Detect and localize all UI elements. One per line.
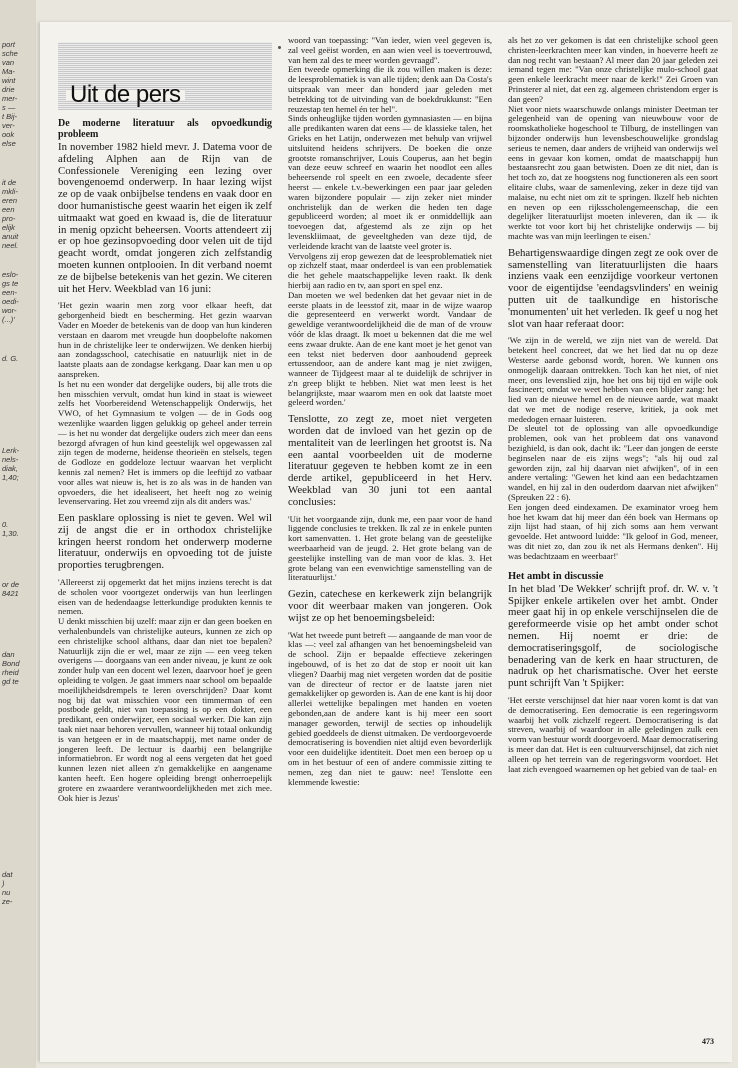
intro-paragraph: In november 1982 hield mevr. J. Datema voor de afdeling Alphen aan de Rijn van de Confessionele Vereniging een lezing over bovengenoemd onderwerp. In haar lezing wijst ze op de vaak onbijbelse tendens en vaak door en door humanistische geest waarin het eigen ik zelf uitmaakt wat goed en kwaad is, die de literatuur in menig opzicht beheersen. Voorts attendeert zij er op hoe gezinsopvoeding door velen uit de tijd geacht wordt, omdat jongeren zich zelfstandig moeten kunnen ontplooien. In dit verband noemt ze de bijbelse betekenis van het gezin. We citeren uit het Herv. Weekblad van 16 juni:: [58, 141, 272, 295]
gutter-fragment: Ma-: [2, 67, 15, 76]
gutter-fragment: eren: [2, 196, 18, 205]
quote-4-continued: als het zo ver gekomen is dat een christelijke school geen christen-leerkrachten meer kan vinden, in hoeverre heeft ze dan nog recht van bestaan? Al meer dan 20 jaar geleden zei iemand tegen me: "Van onze christelijke mulo-school gaat geen enkele leerkracht meer naar de kerk!" Zei Groen van Prinsterer al niet, dat een zg. algemeen christendom erger is dan geen? Niet voor niets waarschuwde onlangs minister Deetman ter gelegenheid van de opening van nieuwbouw voor de roomskatholieke hogeschool te Tilburg, de instellingen van bijzonder onderwijs hun levensbeschouwelijke grondslag serieus te nemen, daar anders de vrijheid van onderwijs wel eens in gevaar kon komen, omdat de maatschappij hun bestaansrecht zou gaan betwisten. Doen ze dit niet, dan is het toch zo, dat ze hoogstens nog functioneren als een soort elitaire clubs, waar de samenleving, zeker in deze tijd van malaise, nu echt niet om zit te springen. Ikzelf heb nichten en neven op een rijksscholengemeenschap, die een degelijker literatuurlijst moeten inleveren, dan ik — ik werkte tot voor kort bij het christelijke onderwijs — bij machte was van mijn leerlingen te eisen.': [508, 35, 718, 241]
gutter-fragment: else: [2, 139, 16, 148]
gutter-fragment: Lerk-: [2, 446, 20, 455]
gutter-fragment: port: [2, 40, 15, 49]
gutter-fragment: gs te: [2, 279, 19, 288]
gutter-fragment: pro-: [2, 214, 16, 223]
section-banner: [58, 42, 272, 110]
gutter-fragment: elijk: [2, 223, 15, 232]
article-heading-2: Het ambt in discussie: [508, 570, 604, 582]
gutter-fragment: nu: [2, 888, 11, 897]
gutter-fragment: gd te: [2, 677, 19, 686]
gutter-fragment: 8421: [2, 589, 19, 598]
gutter-fragment: nels-: [2, 455, 19, 464]
gutter-fragments-mid4: [2, 446, 19, 482]
gutter-fragment: t Bij-: [2, 112, 17, 121]
gutter-fragment: s —: [2, 103, 16, 112]
gutter-fragment: ver-: [2, 121, 15, 130]
gutter-fragments-mid6: [2, 580, 19, 598]
quote-4: 'Wat het tweede punt betreft — aangaande de man voor de klas —: veel zal afhangen van het benoemingsbeleid van de school. Zijn er bepaalde effectieve zekeringen ingebouwd, of is het zo dat de stop er nooit uit kan vliegen? Daarbij mag niet vergeten worden dat de positie van de directeur of rector er de laatste jaren niet gemakkelijker op geworden is. Aan de ene kant is hij door allerlei wettelijke bepalingen met handen en voeten gebonden,aan de andere kant is hij meer een soort manager geworden, terwijl de secties op inhoudelijk gebied goeddeels de dienst uitmaken. De verdoorgevoerde democratisering is bovendien niet altijd even bevorderlijk voor een duidelijke identiteit. Doet men een beroep op u om in het bestuur of een of andere commissie zitting te nemen, zeg dan niet te gauw: nee! Tenslotte een klemmende kwestie:: [288, 629, 492, 787]
paragraph-2: Een pasklare oplossing is niet te geven. Wel wil zij de angst die er in orthodox christelijke kringen heerst rondom het onderwerp moderne literatuur, onderwijs en opvoeding tot de juiste proporties terugbrengen.: [58, 512, 272, 572]
gutter-fragments-mid2: [2, 270, 19, 324]
gutter-fragment: een: [2, 205, 15, 214]
quote-2-continued: woord van toepassing: "Van ieder, wien veel gegeven is, zal veel geëist worden, en aan wien veel is toevertrouwd, van hem zal des te meer worden gevraagd". Een tweede opmerking die ik zou willen maken is deze: de leesproblematiek is van alle tijden; denk aan Da Costa's uitspraak van meer dan honderd jaar geleden met betrekking tot de uitvinding van de boekdrukkunst: "Een reuzestap ten hemel én ter hel". Sinds onheuglijke tijden worden gymnasiasten — en bijna alle predikanten waren dat eens — de klassieke talen, het Grieks en het Latijn, onderwezen met behulp van vrijwel uitsluitend heidens schrijvers. De boeken die onze grootste romanschrijver, Louis Couperus, aan het begin van deze eeuw schreef en waarin het noodlot een alles beheersende rol speelt en een zwoele, decadente sfeer heerst — enkele t.v.-bewerkingen een paar jaar geleden waren bijzondere populair — zijn zeker niet minder onchristelijk dan de werken die heden ten dage gepubliceerd worden; al moet ik er onmiddellijk aan toevoegen dat, afgestemd als ze zijn op het levenskliimaat, de geveeltgheden van deze tijd, de verleidende kracht van de laatste veel groter is. Vervolgens zij erop gewezen dat de leesproblematiek niet op zichzelf staat, maar onderdeel is van een problematiek die het gehele maatschappelijke leven raakt. Ik denk hierbij aan radio en tv, aan sport en spel enz. Dan moeten we wel bedenken dat het gevaar niet in de eerste plaats in de leesstof zit, maar in de wijze waarop die gepresenteerd en verwerkt wordt. Vandaar de geweldige verantwoordelijkheid die de man of de vrouw vóór de klas draagt. Ik moet u bekennen dat die me wel eens zwaar drukte. Aan de ene kant moet je het genot van een tekst niet bederven door aanhoudend gepreek ertussendoor, aan de andere kant mag je niet zwijgen, wanneer de Tijdgeest maar al te duidelijk de schrijver in z'n greep blijkt te hebben. Niet wat men leest is het belangrijkste, maar waarom men en ook dat laatste moet geleerd worden.': [288, 35, 492, 408]
gutter-fragment: rheid: [2, 668, 19, 677]
gutter-fragment: diak,: [2, 464, 18, 473]
quote-5: 'We zijn in de wereld, we zijn niet van de wereld. Dat betekent heel concreet, dat we het lied dat nu op deze Westerse aarde gebonsd wordt, horen. We kunnen ons onmogelijk daaraan onttrekken. Toch kan het niet, of niet meer, ons levenslied zijn, hoe het ons bij tijd en wijle ook fascineert; omdat we weet hebben van een blijder zang: het lied van de nieuwe hemel en de nieuwe aarde, wat maakt dat we met de nodige reserve, kritiek, ja ook met mededogen ernaar luisteren. De sleutel tot de oplossing van alle opvoedkundige problemen, ook van het probleem dat ons vanavond bezighield, is dan ook, dacht ik: "Leer dan jongen de eerste beginselen naar de eis zijns wegs"; "als hij oud zal geworden zijn, zal hij daarvan niet afwijken", of in een andere vertaling: "Gewen het kind aan een bedachtzamen wandel, en hij zal in den ouderdom daarvan niet afwijken" (Spreuken 22 : 6). Een jongen deed eindexamen. De examinator vroeg hem hoe het kwam dat hij meer dan één boek van Hermans op zijn lijst had staan, of hij zich soms aan hem verwant gevoelde. Het antwoord luidde: "Ik geloof in God, meneer, was dit niet zo, dan zou ik net als Hermans denken". Hij was bedachtzaam en weerbaar!': [508, 335, 718, 561]
article-heading: De moderne literatuur als opvoedkundig probleem: [58, 118, 272, 140]
quote-6: 'Het eerste verschijnsel dat hier naar voren komt is dat van de democratisering. Een democratie is een regeringsvorm waarbij het volk zichzelf regeert. Democratisering is dat streven, waarbij of waardoor in alle geledingen zulk een vorm van bestuur wordt doorgevoerd. Maar democratisering is meer dan dat. Het is een cultuurverschijnsel, dat zich niet alleen op het terrein van de regeringsvorm voordoet. Het laat zich evengoed waarnemen op het gebied van de taal- en: [508, 695, 718, 774]
gutter-fragment: dan: [2, 650, 15, 659]
gutter-fragment: mkli-: [2, 187, 18, 196]
gutter-fragment: sche: [2, 49, 18, 58]
gutter-fragment: dat: [2, 870, 13, 879]
gutter-fragment: d. G.: [2, 354, 19, 363]
section-title: Uit de pers: [66, 90, 185, 100]
gutter-fragment: it de: [2, 178, 17, 187]
gutter-fragment: een-: [2, 288, 18, 297]
gutter-fragments-mid7: [2, 650, 20, 686]
gutter-fragment: wor-: [2, 306, 17, 315]
quote-3: 'Uit het voorgaande zijn, dunk me, een paar voor de hand liggende conclusies te trekken. Ik zal ze in enkele punten kort samenvatten. 1. Het grote belang van de geestelijke weerbaarheid van de jeugd. 2. Het grote belang van de geestelijke instelling van de man voor de klas. 3. Het grote belang van een evenwichtige samenstelling van de literatuurlijst.': [288, 513, 492, 583]
gutter-fragments-mid1: [2, 178, 18, 250]
gutter-fragment: oedi-: [2, 297, 19, 306]
gutter-fragment: drie: [2, 85, 15, 94]
quote-2: 'Allereerst zij opgemerkt dat het mijns inziens terecht is dat de scholen voor voortgezet onderwijs van hun leerlingen eisen van de hedendaagse letterkundige produkten kennis te nemen. U denkt misschien bij uzelf: maar zijn er dan geen boeken en verhalenbundels van christelijke auteurs, kunnen ze zich op een christelijke school althans, daar dan niet toe bepalen? Natuurlijk zijn die er wel, maar ze zijn — een veeg teken overigens — doorgaans van een ander niveau, je kunt ze ook zonder hulp van een docent wel lezen, daarvoor hoef je geen opleiding te volgen. Je gaat immers naar school om bepaalde moeilijkheidsdrempels te leren overschrijden? Daar komt nog bij dat wat misschien voor een timmerman of een postbode geldt, niet van toepassing is op een dokter, een predikant, een onderwijzer, een sociaal werker. Die kan zijn taak niet naar behoren vervullen, wanneer hij totaal onkundig is van hetgeen er in de maatschappij, met name onder de jongeren leeft. De lectuur is daarbij een belangrijke informatiebron. Er wordt nog al eens vergeten dat het goed kunnen lezen niet alleen z'n gemakkelijke en aangename kanten heeft. Een hogere opleiding brengt onherroepelijk grotere en zwaardere verantwoordelijkheden met zich mee. Ook hier is Jezus': [58, 577, 272, 803]
paragraph-gezin: Gezin, catechese en kerkewerk zijn belangrijk voor dit weerbaar maken van jongeren. Ook wijst ze op het benoemingsbeleid:: [288, 588, 492, 624]
gutter-fragment: 0.: [2, 520, 9, 529]
adjacent-page-gutter: [0, 0, 36, 1068]
gutter-fragment: wint: [2, 76, 16, 85]
paragraph-ambt: In het blad 'De Wekker' schrijft prof. dr. W. v. 't Spijker enkele artikelen over het ambt. Onder meer gaat hij in op enkele verschijnselen die de gereformeerde visie op het ambt onder schot nemen. Hij noemt er drie: de democratiseringsgolf, de sociologische benadering van de kerk en haar structuren, de nadruk op het charismatische. Over het eerste punt schrijft Van 't Spijker:: [508, 582, 718, 690]
ink-dot: [278, 46, 281, 49]
gutter-fragment: (...)': [2, 315, 15, 324]
gutter-fragment: eslo-: [2, 270, 19, 279]
paragraph-behartigenswaardig: Behartigenswaardige dingen zegt ze ook over de samenstelling van literatuurlijsten die haars inziens vaak een eenzijdige voorkeur vertonen voor de eigentijdse 'eendagsvlinders' en weinig putten uit de taalkundige en historische 'monumenten' uit het verleden. Ik geef u nog het slot van haar referaat door:: [508, 246, 718, 330]
gutter-fragments-mid5: [2, 520, 19, 538]
page-number: 473: [702, 1037, 714, 1046]
gutter-fragments-top: [2, 40, 18, 148]
gutter-fragment: ook: [2, 130, 15, 139]
gutter-fragment: or de: [2, 580, 20, 589]
gutter-fragment: mer-: [2, 94, 18, 103]
gutter-fragments-mid3: [2, 354, 18, 363]
gutter-fragment: anuit: [2, 232, 19, 241]
quote-1: 'Het gezin waarin men zorg voor elkaar heeft, dat geborgenheid biedt en bescherming. Het gezin waarvan Vader en Moeder de betekenis van de doop van hun kinderen verstaan en daarom met vreugde hun doopbelofte nakomen hun in de christelijke leer te onderwijzen. We denken hierbij aan zondagsschool, catechisatie en natuurlijk niet in de laatste plaats aan de zondagse kerkgang. Daar kan men u op aanspreken. Is het nu een wonder dat dergelijke ouders, bij alle trots die hen misschien vervult, omdat hun kind in staat is wieweet zelfs het Voorbereidend Wetenschappelijk Onderwijs, het VWO, of het Gymnasium te volgen — de in Gods oog wezenlijke waarden liggen gelukkig op geheel ander terrein — is het nu wonder dat dergelijke ouders zich meer dan eens bezorgd afvragen of hun kind geestelijk wel opgewassen zal zijn tegen de moderne, heidense theorieën en stelsels, tegen de Godloze en goddeloze lectuur waarvan het verplicht kennis zal nemen? Het is immers op die leeftijd zo vatbaar voor alles wat nieuw is, het is zo als was in de handen van opvoeders, die het idealiseert, het heeft nog zo weinig levenservaring. Het zou vreemd zijn als dit anders was.': [58, 300, 272, 507]
gutter-fragment: ): [2, 879, 5, 888]
gutter-fragment: ze-: [2, 897, 13, 906]
magazine-page: [40, 22, 732, 1062]
gutter-fragment: 1,40;: [2, 473, 19, 482]
gutter-fragment: Bond: [2, 659, 20, 668]
column-3: [508, 36, 718, 780]
gutter-fragment: neel.: [2, 241, 19, 250]
column-2: [288, 36, 492, 793]
gutter-fragment: van: [2, 58, 15, 67]
paragraph-tenslotte: Tenslotte, zo zegt ze, moet niet vergeten worden dat de invloed van het gezin op de mentaliteit van de leerlingen het grootst is. Na een aantal voorbeelden uit de moderne literatuur gegeven te hebben komt ze in een derde artikel, gepubliceerd in het Herv. Weekblad van 30 juni tot een aantal conclusies:: [288, 413, 492, 508]
column-1: [58, 42, 272, 809]
gutter-fragments-low: [2, 870, 12, 906]
gutter-fragment: 1,30.: [2, 529, 19, 538]
